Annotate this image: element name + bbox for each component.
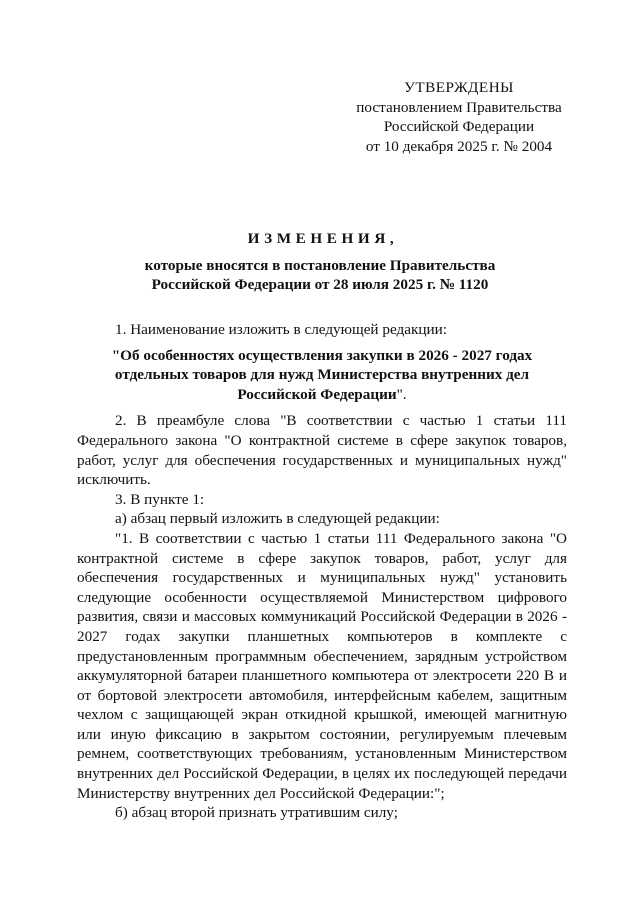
subtitle-line-2: Российской Федерации от 28 июля 2025 г. № 1120 [151,276,489,293]
new-title-end: ". [396,385,407,403]
document-subtitle [0,256,640,294]
paragraph-3: 3. В пункте 1: [115,490,205,508]
document-body [77,320,567,823]
approval-line-3: от 10 декабря 2025 г. № 2004 [365,137,553,155]
approval-line-1: постановлением Правительства [356,98,562,116]
new-title-text: "Об особенностях осуществления закупки в 2026 - 2027 годах отдельных товаров для нужд Министерства внутренних дел Российской Федерации [111,346,533,403]
approval-block [346,78,572,156]
document-heading [0,229,640,294]
paragraph-1: 1. Наименование изложить в следующей редакции: [115,321,447,338]
paragraph-3a-quote: "1. В соответствии с частью 1 статьи 111 Федерального закона "О контрактной системе в сфере закупок товаров, работ, услуг для обеспечения государственных и муниципальных нужд" установить следующие особенности осуществляемой Министерством цифрового развития, связи и массовых коммуникаций Российской Федерации в 2026 - 2027 годах закупки планшетных компьютеров в комплекте с предустановленным программным обеспечением, зарядным устройством аккумуляторной батареи планшетного компьютера от электросети 220 В и от бортовой электросети автомобиля, интерфейсным кабелем, защитным чехлом с защищающей экран откидной крышкой, имеющей магнитную или иную фиксацию в закрытом состоянии, регулируемым плечевым ремнем, соответствующих требованиям, установленным Министерством внутренних дел Российской Федерации, в целях их последующей передачи Министерству внутренних дел Российской Федерации:"; [77,529,567,802]
approval-line-2: Российской Федерации [383,118,535,135]
subtitle-line-1: которые вносятся в постановление Правительства [144,257,496,274]
paragraph-3a: а) абзац первый изложить в следующей редакции: [115,510,440,528]
paragraph-2: 2. В преамбуле слова "В соответствии с частью 1 статьи 111 Федерального закона "О контрактной системе в сфере закупок товаров, работ, услуг для обеспечения государственных и муниципальных нужд" исключить. [77,412,567,489]
document-title: ИЗМЕНЕНИЯ, [247,230,399,247]
paragraph-3b: б) абзац второй признать утратившим силу; [115,804,398,822]
approval-title: УТВЕРЖДЕНЫ [404,79,514,96]
new-title-quote [77,346,567,405]
